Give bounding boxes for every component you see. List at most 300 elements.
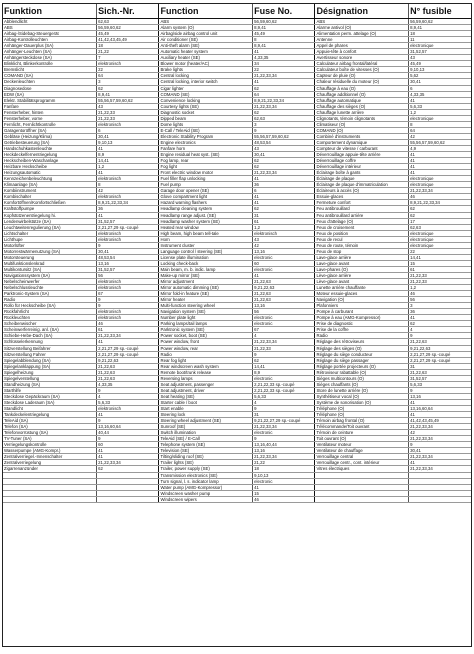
n-fusible-cell: 6 <box>409 85 471 91</box>
fuse-no-cell: 62,63 <box>253 115 315 121</box>
function-cell: Courtesy lights (SE) <box>159 103 253 109</box>
funktion-cell: Nebelschlussleuchte <box>3 285 97 291</box>
fuse-no-cell: 41 <box>253 194 315 200</box>
funktion-cell: Anhänger-Leuchten (SA) <box>3 49 97 55</box>
function-cell: Mirror adjustment <box>159 279 253 285</box>
n-fusible-cell: 11 <box>409 37 471 43</box>
fuse-no-cell: 67 <box>253 327 315 333</box>
function-cell: Power window, front <box>159 339 253 345</box>
designation-cell: Éclaireurs à accès (O) <box>315 188 409 194</box>
designation-cell: Navigation (O) <box>315 297 409 303</box>
sich-nr-cell: 7 <box>97 55 159 61</box>
designation-cell: Calculateur airbag frontal/latéral <box>315 61 409 67</box>
designation-cell: Chauffage automatique <box>315 97 409 103</box>
funktion-cell: Wasserpumpe (AMG-Kompr.) <box>3 448 97 454</box>
fuse-no-cell: 62 <box>253 206 315 212</box>
fuse-no-cell: 30,41 <box>253 152 315 158</box>
sich-nr-cell: 8 <box>97 182 159 188</box>
designation-cell: Store de lunette arrière (O) <box>315 387 409 393</box>
designation-cell: Prise de la coffre <box>315 327 409 333</box>
designation-cell: Prise de diagnostic <box>315 321 409 327</box>
funktion-cell: Steckdose Gepäckraum (SA) <box>3 393 97 399</box>
funktion-cell: Multikontursitz (SA) <box>3 266 97 272</box>
designation-cell: Lève-glace arrière <box>315 272 409 278</box>
sich-nr-cell: 2,21,27,29 sp.-coupé <box>97 345 159 351</box>
function-cell: E-Call / TeleAid (SE) <box>159 127 253 133</box>
funktion-cell: Spiegelabblendung (SA) <box>3 357 97 363</box>
designation-cell: Compteur de vitesse / carburant <box>315 145 409 151</box>
funktion-cell: Kennzeichenbeleuchtung <box>3 176 97 182</box>
fuse-chart-sheet <box>2 3 472 647</box>
fuse-no-cell: 41 <box>253 200 315 206</box>
table-header <box>3 4 471 19</box>
designation-cell: Alimentation perm. attelage (O) <box>315 31 409 37</box>
sich-nr-cell: 2,21,27,29 sp.-coupé <box>97 224 159 230</box>
funktion-cell: Spiegelverstellung <box>3 375 97 381</box>
funktion-cell: Airbag-/Sidebag-Steuergerät <box>3 31 97 37</box>
fuse-no-cell: 4 <box>253 399 315 405</box>
sich-nr-cell: elektronisch <box>97 285 159 291</box>
designation-cell: ABS <box>315 19 409 25</box>
sich-nr-cell: 31,52,57 <box>97 266 159 272</box>
designation-cell: Témoin de ceinture <box>315 430 409 436</box>
sich-nr-cell: 1,2 <box>97 164 159 170</box>
designation-cell: Fermeture confort <box>315 200 409 206</box>
designation-cell: Appuie-tête à confort <box>315 49 409 55</box>
fuse-no-cell: 21,22,33,34 <box>253 73 315 79</box>
n-fusible-cell: 41 <box>409 399 471 405</box>
table-row <box>3 496 471 502</box>
n-fusible-cell: electronique <box>409 242 471 248</box>
n-fusible-cell <box>409 496 471 502</box>
sich-nr-cell: 13,16,60,64 <box>97 424 159 430</box>
designation-cell: Radio <box>315 333 409 339</box>
function-cell: Seat adjustment, passenger <box>159 381 253 387</box>
sich-nr-cell: elektronisch <box>97 279 159 285</box>
designation-cell: Téléphone (O) <box>315 412 409 418</box>
funktion-cell: Kombiinstrument <box>3 188 97 194</box>
sich-nr-cell: 45,49 <box>97 31 159 37</box>
n-fusible-cell: 21,22,63 <box>409 369 471 375</box>
designation-cell: Plafonniers <box>315 303 409 309</box>
fuse-no-cell: 31 <box>253 412 315 418</box>
sich-nr-cell: 30,41 <box>97 133 159 139</box>
funktion-cell: Multifunktionslenkrad <box>3 260 97 266</box>
n-fusible-cell: electronique <box>409 43 471 49</box>
sich-nr-cell: 9,10,13 <box>97 139 159 145</box>
sich-nr-cell: 9 <box>97 387 159 393</box>
fuse-no-cell: 14,41 <box>253 363 315 369</box>
function-cell: Central locking <box>159 73 253 79</box>
fuse-no-cell: 56,59,60,62 <box>253 19 315 25</box>
n-fusible-cell: 41 <box>409 460 471 466</box>
sich-nr-cell: elektronisch <box>97 406 159 412</box>
fuse-no-cell: 13,16 <box>253 303 315 309</box>
funktion-cell: Schiebe-Hebe-Dach (SA) <box>3 333 97 339</box>
sich-nr-cell: 56 <box>97 272 159 278</box>
designation-cell: Feux d'attelage (O) <box>315 218 409 224</box>
function-cell: Brake lights <box>159 67 253 73</box>
function-cell: Headlamp cleaning system <box>159 206 253 212</box>
designation-cell: Déverrouillage coffre <box>315 158 409 164</box>
designation-cell: Système de sonorisation (O) <box>315 399 409 405</box>
funktion-cell: Schlüsselerkennung <box>3 339 97 345</box>
sich-nr-cell: 41,42,43,45,49 <box>97 37 159 43</box>
function-cell: Garage door opener (SE) <box>159 188 253 194</box>
header-row <box>3 4 471 19</box>
funktion-cell: Nebelscheinwerfer <box>3 279 97 285</box>
designation-cell: Chaleur résiduelle du moteur (O) <box>315 79 409 85</box>
function-cell: COMAND (SE) <box>159 91 253 97</box>
function-cell: Seat heating (SE) <box>159 393 253 399</box>
function-cell: Hazard warning flashers <box>159 200 253 206</box>
function-cell: Language control / steering (SE) <box>159 248 253 254</box>
sich-nr-cell: 62 <box>97 466 159 472</box>
fuse-no-cell: 8,9,41 <box>253 43 315 49</box>
designation-cell: Éclairage boîte à gants <box>315 170 409 176</box>
designation-cell: Avertisseur sonore <box>315 55 409 61</box>
function-cell: Trailer, power supply (SE) <box>159 466 253 472</box>
funktion-cell: Zentralverriegel.-Innenschalter <box>3 454 97 460</box>
function-cell: Main beam, m. b. indic. lamp <box>159 266 253 272</box>
n-fusible-cell: 21,22,33,34 <box>409 424 471 430</box>
fuse-no-cell: electronic <box>253 266 315 272</box>
n-fusible-cell: 13,16,60,64 <box>409 406 471 412</box>
fuse-no-cell: elektronisch <box>253 230 315 236</box>
designation-cell: Lunette arrière chauffante <box>315 285 409 291</box>
sich-nr-cell: 9 <box>97 242 159 248</box>
function-cell: Mirror automatic dimming (SE) <box>159 285 253 291</box>
n-fusible-cell: 21,22,63 <box>409 339 471 345</box>
n-fusible-cell: 62 <box>409 206 471 212</box>
fuse-no-cell: 2,21,22,33 sp.-coupé <box>253 387 315 393</box>
designation-cell: Combiné d'instruments <box>315 133 409 139</box>
header-function: Function <box>159 4 253 19</box>
designation-cell: Capteur de pluie (O) <box>315 73 409 79</box>
function-cell: Steering wheel adjustment (SE) <box>159 418 253 424</box>
fuse-no-cell: 21,22,33,34 <box>253 103 315 109</box>
function-cell: Fanfare horn <box>159 145 253 151</box>
funktion-cell: Elektr. Stabilitätsprogramm <box>3 97 97 103</box>
function-cell: Air conditioner (SE) <box>159 37 253 43</box>
header-n-fusible: N° fusible <box>409 4 471 19</box>
fuse-no-cell: 15 <box>253 490 315 496</box>
funktion-cell: Lichtschalter <box>3 230 97 236</box>
function-cell: Fuel pump <box>159 182 253 188</box>
designation-cell: Ventilateur de chauffage <box>315 448 409 454</box>
fuse-no-cell: 62 <box>253 164 315 170</box>
n-fusible-cell: 42 <box>409 133 471 139</box>
function-cell: Make-up mirror (SE) <box>159 272 253 278</box>
funktion-cell: Motorsteuerung <box>3 254 97 260</box>
funktion-cell: Spiegelanklappung (SA) <box>3 363 97 369</box>
header-funktion: Funktion <box>3 4 97 19</box>
function-cell: Auxiliary heater (SE) <box>159 55 253 61</box>
designation-cell: Chauffage des sièges (O) <box>315 103 409 109</box>
function-cell: Water pump (AMG-Kompressor) <box>159 484 253 490</box>
n-fusible-cell: 3 <box>409 303 471 309</box>
fuse-no-cell: 4 <box>253 333 315 339</box>
sich-nr-cell: 21,22 <box>97 49 159 55</box>
designation-cell: Sièges multicontours (O) <box>315 375 409 381</box>
fuse-no-cell: 41 <box>253 79 315 85</box>
sich-nr-cell: 41 <box>97 212 159 218</box>
sich-nr-cell: 8,9 <box>97 152 159 158</box>
funktion-cell: Scheibenwischer <box>3 321 97 327</box>
n-fusible-cell: 22 <box>409 248 471 254</box>
sich-nr-cell: 9 <box>97 303 159 309</box>
function-cell: Sunroof (SE) <box>159 424 253 430</box>
sich-nr-cell: 60 <box>97 442 159 448</box>
function-cell: Engine electronics <box>159 139 253 145</box>
sich-nr-cell: 21,22,63 <box>97 369 159 375</box>
sich-nr-cell: 9,21,22,63 <box>97 357 159 363</box>
fuse-no-cell: 9,21,22,63 <box>253 285 315 291</box>
n-fusible-cell: 41 <box>409 152 471 158</box>
n-fusible-cell: 36 <box>409 309 471 315</box>
header-sich-nr: Sich.-Nr. <box>97 4 159 19</box>
fuse-no-cell: electronic <box>253 315 315 321</box>
designation-cell: Lave-glace avant <box>315 260 409 266</box>
funktion-cell: Zigarrenanzünder <box>3 466 97 472</box>
fuse-no-cell: 41 <box>253 176 315 182</box>
function-cell: Airbag/side airbag control unit <box>159 31 253 37</box>
designation-cell: Téléphone (O) <box>315 406 409 412</box>
function-cell: Radio <box>159 351 253 357</box>
designation-cell: Vitres électriques <box>315 466 409 472</box>
n-fusible-cell: 5,62 <box>409 73 471 79</box>
n-fusible-cell: 8,9,21,22,33,34 <box>409 200 471 206</box>
fuse-no-cell: 48,53,54 <box>253 139 315 145</box>
designation-cell: Essuie-glaces <box>315 194 409 200</box>
funktion-cell: Radio <box>3 297 97 303</box>
n-fusible-cell: 1,2 <box>409 285 471 291</box>
sich-nr-cell: elektronisch <box>97 61 159 67</box>
n-fusible-cell: 4 <box>409 327 471 333</box>
fuse-no-cell: 5,6,33 <box>253 393 315 399</box>
sich-nr-cell: 64 <box>97 73 159 79</box>
sich-nr-cell: 43 <box>97 103 159 109</box>
funktion-cell: Komfortöffnen/Komfortschließen <box>3 200 97 206</box>
designation-cell: Éclairage de plaque d'immatriculation <box>315 182 409 188</box>
header-fuse-no: Fuse No. <box>253 4 315 19</box>
n-fusible-cell: 30,41 <box>409 448 471 454</box>
funktion-cell: Telefonvorrüstung (SA) <box>3 430 97 436</box>
sich-nr-cell: 9 <box>97 418 159 424</box>
function-cell: Windscreen washer pump <box>159 490 253 496</box>
fuse-no-cell: 18 <box>253 466 315 472</box>
function-cell: Engine residual heat syst. (SE) <box>159 152 253 158</box>
fuse-no-cell: 55,56,57,59,60,62 <box>253 133 315 139</box>
n-fusible-cell: 5,6,33 <box>409 103 471 109</box>
designation-cell: Alarme antivol (O) <box>315 25 409 31</box>
function-cell: Anti-theft alarm (SE) <box>159 43 253 49</box>
funktion-cell: Standlicht <box>3 406 97 412</box>
designation-cell: Verrouillage centr., cont. intérieur <box>315 460 409 466</box>
sich-nr-cell: 21,22,33 <box>97 115 159 121</box>
funktion-cell: Getriebesteuerung (SA) <box>3 139 97 145</box>
function-cell: Parktronic system (SE) <box>159 327 253 333</box>
n-fusible-cell: 1,2 <box>409 109 471 115</box>
n-fusible-cell: 21,22,33 <box>409 272 471 278</box>
function-cell: Dipped beam <box>159 115 253 121</box>
designation-cell: Feux de route, témoin <box>315 242 409 248</box>
function-cell: Diagnostic socket <box>159 109 253 115</box>
funktion-cell: TeleAid (SA) <box>3 418 97 424</box>
fuse-no-cell: 21,22,33,34 <box>253 454 315 460</box>
funktion-cell: Parktronic-System (SA) <box>3 291 97 297</box>
n-fusible-cell: 2,21,27,29 sp.-coupé <box>409 357 471 363</box>
designation-cell: Toit ouvrant (O) <box>315 436 409 442</box>
sich-nr-cell: 3 <box>97 79 159 85</box>
function-cell: Instrument cluster <box>159 242 253 248</box>
n-fusible-cell: 9 <box>409 442 471 448</box>
funktion-cell: Heizungsautomatic <box>3 170 97 176</box>
n-fusible-cell: 15 <box>409 260 471 266</box>
fuse-no-cell: 9,21,22,27,29 sp.-coupé <box>253 418 315 424</box>
function-cell: Parking lamps/tail lamps <box>159 321 253 327</box>
funktion-cell: EDW (SA) <box>3 91 97 97</box>
funktion-cell: Heckdeckelfernentriegelung <box>3 152 97 158</box>
designation-cell: Réglage des rétroviseurs <box>315 339 409 345</box>
sich-nr-cell: 4 <box>97 393 159 399</box>
function-cell: ABS <box>159 19 253 25</box>
fuse-no-cell: electronic <box>253 321 315 327</box>
fuse-no-cell: 8,9 <box>253 369 315 375</box>
funktion-cell: Rollo für Heckscheibe (SA) <box>3 303 97 309</box>
function-cell: Multi-function steering wheel <box>159 303 253 309</box>
funktion-cell: Anhänger-Dauerplus (SA) <box>3 43 97 49</box>
n-fusible-cell: 9 <box>409 333 471 339</box>
n-fusible-cell: 30,41 <box>409 79 471 85</box>
fuse-no-cell: 21,22,63 <box>253 291 315 297</box>
n-fusible-cell: 56,59,60,62 <box>409 19 471 25</box>
function-cell: Locking check-back <box>159 260 253 266</box>
fuse-no-cell: 64 <box>253 91 315 97</box>
n-fusible-cell: 21,22,33,34 <box>409 466 471 472</box>
designation-cell: Ventilateur moteur <box>315 442 409 448</box>
sich-nr-cell: 46 <box>97 321 159 327</box>
function-cell: Navigation system (SE) <box>159 309 253 315</box>
designation-cell <box>315 496 409 502</box>
designation-cell: Déverrouillage intérieur <box>315 164 409 170</box>
n-fusible-cell: electronique <box>409 115 471 121</box>
fuse-no-cell: 21,22 <box>253 460 315 466</box>
sich-nr-cell: elektronisch <box>97 176 159 182</box>
designation-cell: Lève-glace avant <box>315 279 409 285</box>
fuse-no-cell: 2,21,22,33 sp.-coupé <box>253 381 315 387</box>
designation-cell: Synthétiseur vocal (O) <box>315 393 409 399</box>
function-cell: Reversing lamps <box>159 375 253 381</box>
designation-cell: Lave-phares (O) <box>315 266 409 272</box>
fuse-no-cell: 43 <box>253 145 315 151</box>
n-fusible-cell: 41 <box>409 170 471 176</box>
designation-cell: Sièges chauffants (O) <box>315 381 409 387</box>
sich-nr-cell: 41 <box>97 412 159 418</box>
fuse-no-cell: 41 <box>253 272 315 278</box>
sich-nr-cell: 21,22,33,34 <box>97 460 159 466</box>
funktion-cell: Sitzverstellung Beifahrer <box>3 345 97 351</box>
function-cell: Central locking, interior switch <box>159 79 253 85</box>
sich-nr-cell: 8,9,41 <box>97 91 159 97</box>
function-cell: Start enable <box>159 406 253 412</box>
sich-nr-cell: elektronisch <box>97 121 159 127</box>
n-fusible-cell: 42 <box>409 430 471 436</box>
n-fusible-cell: 41 <box>409 97 471 103</box>
fuse-no-cell: 62 <box>253 85 315 91</box>
n-fusible-cell: 8,9,41 <box>409 25 471 31</box>
sich-nr-cell: 5,6,33 <box>97 399 159 405</box>
function-cell: Power socket, boot (SE) <box>159 333 253 339</box>
function-cell: Windscreen wipers <box>159 496 253 502</box>
funktion-cell: Anhängersteckdose (SA) <box>3 55 97 61</box>
n-fusible-cell: 31,52,57 <box>409 375 471 381</box>
n-fusible-cell: 56 <box>409 297 471 303</box>
funktion-cell: Spiegelheizung <box>3 369 97 375</box>
fuse-no-cell: 9 <box>253 351 315 357</box>
fuse-no-cell: 1,2 <box>253 224 315 230</box>
n-fusible-cell: 41,42,43,45,49 <box>409 418 471 424</box>
n-fusible-cell: 2,21,27,29 sp.-coupé <box>409 351 471 357</box>
n-fusible-cell: 41 <box>409 412 471 418</box>
n-fusible-cell: 4,33,35 <box>409 91 471 97</box>
n-fusible-cell: 55,56,57,59,60,62 <box>409 139 471 145</box>
sich-nr-cell: 21,22,63 <box>97 363 159 369</box>
fuse-no-cell: 3 <box>253 121 315 127</box>
funktion-cell: Zentralverriegelung <box>3 460 97 466</box>
sich-nr-cell: 22 <box>97 67 159 73</box>
designation-cell: Éclairage de plaque <box>315 176 409 182</box>
function-cell: Front electric window motor <box>159 170 253 176</box>
sich-nr-cell <box>97 496 159 502</box>
sich-nr-cell: 41 <box>97 170 159 176</box>
n-fusible-cell: electronique <box>409 230 471 236</box>
fuse-no-cell: 21,22,33,34 <box>253 170 315 176</box>
function-cell: TeleAid (SE) / E-Call <box>159 436 253 442</box>
sich-nr-cell: 14,41 <box>97 158 159 164</box>
fuse-no-cell: 43 <box>253 236 315 242</box>
fuse-no-cell: 8 <box>253 37 315 43</box>
funktion-cell: Steckdose Laderaum (SA) <box>3 399 97 405</box>
function-cell: Cigar lighter <box>159 85 253 91</box>
function-cell: Television (SE) <box>159 448 253 454</box>
sich-nr-cell: 31,52,57 <box>97 218 159 224</box>
function-cell: Alarm system (O) <box>159 25 253 31</box>
fuse-no-cell: 22 <box>253 67 315 73</box>
sich-nr-cell: 21,22,33 <box>97 109 159 115</box>
designation-cell: Réglage portée projecteurs (O) <box>315 363 409 369</box>
function-cell: Turn signal, l. s. indicator lamp <box>159 478 253 484</box>
n-fusible-cell: electronique <box>409 182 471 188</box>
sich-nr-cell: 41 <box>97 448 159 454</box>
function-cell: Rear fog light <box>159 357 253 363</box>
funktion-cell: Heckscheiben-Waschanlage <box>3 158 97 164</box>
funktion-cell: Kraftstoffpumpe <box>3 206 97 212</box>
designation-cell: Réglage des sièges (O) <box>315 345 409 351</box>
fuse-no-cell: 21,22,33 <box>253 345 315 351</box>
sich-nr-cell: 41 <box>97 339 159 345</box>
fuse-no-cell: 21,22,63 <box>253 297 315 303</box>
n-fusible-cell: electronique <box>409 236 471 242</box>
funktion-cell: Kopfstützenentriegelung hi. <box>3 212 97 218</box>
designation-cell: Pompe à carburant <box>315 309 409 315</box>
funktion-cell: COMAND (SA) <box>3 73 97 79</box>
funktion-cell: Fensterheber, hinten <box>3 109 97 115</box>
n-fusible-cell: 13,16 <box>409 393 471 399</box>
n-fusible-cell: 41 <box>409 164 471 170</box>
function-cell: Remote boot/trunk release <box>159 369 253 375</box>
function-cell: Tilting/sliding roof (SE) <box>159 454 253 460</box>
